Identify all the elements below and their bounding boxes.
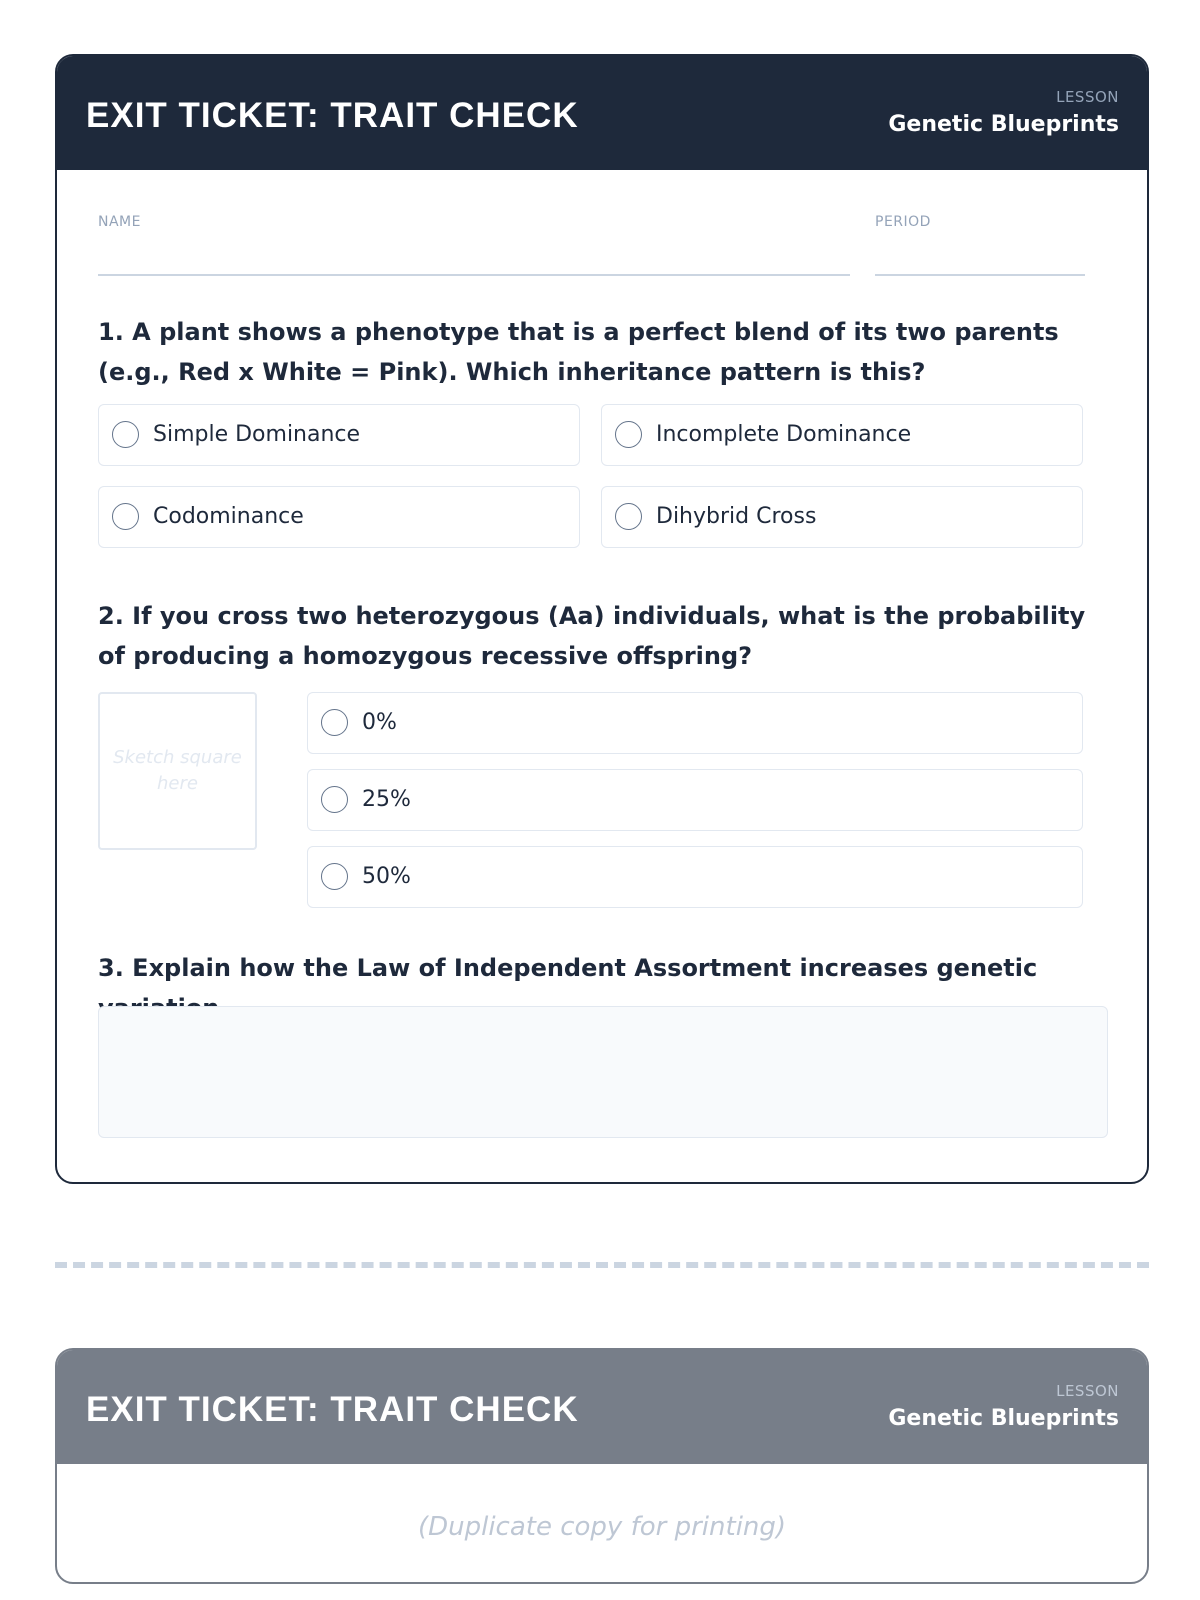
lesson-name: Genetic Blueprints xyxy=(888,1406,1119,1431)
sketch-placeholder: Sketch square here xyxy=(113,747,242,794)
radio-button[interactable] xyxy=(321,863,348,890)
option-incomplete-dominance[interactable] xyxy=(601,404,1083,466)
lesson-label: LESSON xyxy=(1056,88,1119,106)
option-label: Dihybrid Cross xyxy=(656,504,817,529)
radio-button[interactable] xyxy=(321,786,348,813)
name-label: NAME xyxy=(98,214,141,230)
option-label: Incomplete Dominance xyxy=(656,422,912,447)
option-label: 50% xyxy=(362,864,411,889)
ticket-title: EXIT TICKET: TRAIT CHECK xyxy=(86,96,579,135)
ticket-header xyxy=(57,56,1147,170)
exit-ticket-duplicate xyxy=(55,1348,1149,1584)
exit-ticket xyxy=(55,54,1149,1184)
option-label: 0% xyxy=(362,710,397,735)
ticket-title: EXIT TICKET: TRAIT CHECK xyxy=(86,1390,579,1429)
sketch-area[interactable] xyxy=(98,692,257,850)
answer-textarea[interactable] xyxy=(98,1006,1108,1138)
cut-line xyxy=(55,1262,1149,1268)
radio-button[interactable] xyxy=(615,503,642,530)
ticket-header xyxy=(57,1350,1147,1464)
duplicate-note: (Duplicate copy for printing) xyxy=(417,1512,787,1542)
period-label: PERIOD xyxy=(875,214,931,230)
radio-button[interactable] xyxy=(112,421,139,448)
option-codominance[interactable] xyxy=(98,486,580,548)
lesson-label: LESSON xyxy=(1056,1382,1119,1400)
radio-button[interactable] xyxy=(112,503,139,530)
question-1: 1. A plant shows a phenotype that is a perfect blend of its two parents (e.g., Red x White = Pink). Which inheritance pattern is this? xyxy=(98,318,1059,386)
option-label: Codominance xyxy=(153,504,304,529)
radio-button[interactable] xyxy=(321,709,348,736)
option-label: Simple Dominance xyxy=(153,422,361,447)
option-simple-dominance[interactable] xyxy=(98,404,580,466)
option-label: 25% xyxy=(362,787,411,812)
option-0-percent[interactable] xyxy=(307,692,1083,754)
option-dihybrid-cross[interactable] xyxy=(601,486,1083,548)
name-field[interactable] xyxy=(98,274,850,276)
question-3: 3. Explain how the Law of Independent Assortment increases genetic xyxy=(98,954,1038,982)
period-field[interactable] xyxy=(875,274,1085,276)
radio-button[interactable] xyxy=(615,421,642,448)
lesson-name: Genetic Blueprints xyxy=(888,112,1119,137)
question-2: 2. If you cross two heterozygous (Aa) individuals, what is the probability of producing a homozygous recessive offspring? xyxy=(98,602,1086,670)
option-50-percent[interactable] xyxy=(307,846,1083,908)
option-25-percent[interactable] xyxy=(307,769,1083,831)
